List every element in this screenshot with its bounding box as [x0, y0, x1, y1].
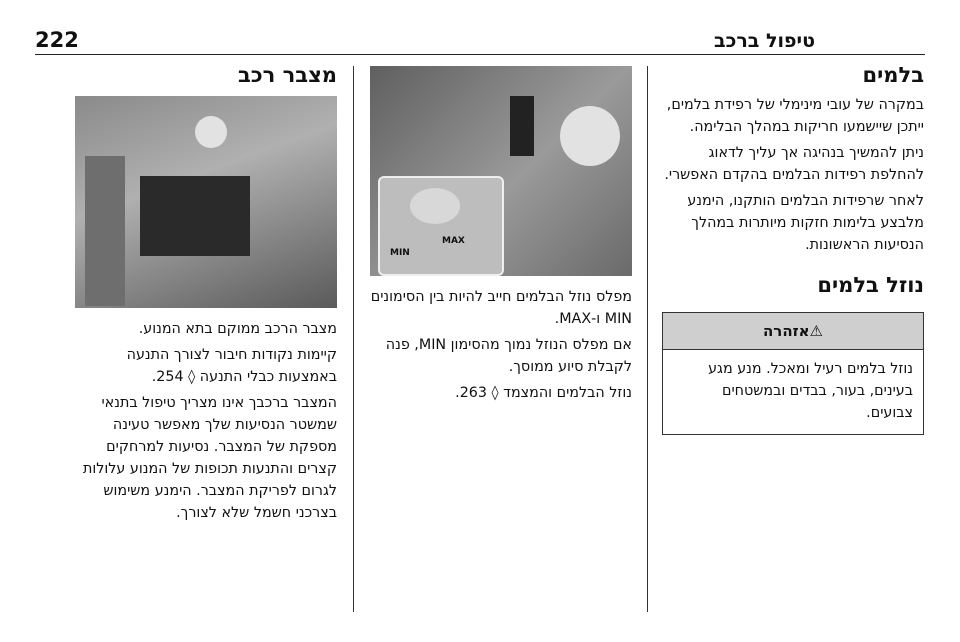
page-number: 222: [35, 28, 79, 52]
brakes-paragraph-3: לאחר שרפידות הבלמים הותקנו, הימנע מלבצע בלימות חזקות מיותרות במהלך הנסיעות הראשונות.: [687, 193, 924, 253]
brake-fluid-column: [370, 66, 632, 408]
brakes-column: [662, 60, 924, 435]
battery-block: [140, 176, 250, 256]
min-label: MIN: [390, 248, 410, 258]
brake-fluid-heading: נוזל בלמים: [817, 273, 924, 297]
battery-image: [75, 96, 337, 308]
page-header: [35, 28, 925, 52]
brake-fluid-paragraph-2: אם מפלס הנוזל נמוך מהסימון MIN, פנה לקבלת סיוע ממוסך.: [385, 337, 632, 375]
battery-paragraph-3: המצבר ברכבך אינו מצריך טיפול בתנאי שמשטר הנסיעות שלך מאפשר טעינה מספקת של המצבר. נסיעות למרחקים קצרים והתנעות תכופות של המנוע עלולות לגרום לפריקת המצבר. הימנע משימוש בצרכני חשמל שלא לצורך.: [82, 395, 337, 521]
battery-paragraph-2: קיימות נקודות חיבור לצורך התנעה באמצעות כבלי התנעה ◊ 254.: [126, 347, 337, 385]
brake-fluid-paragraph-1: מפלס נוזל הבלמים חייב להיות בין הסימונים MIN ו-MAX.: [370, 289, 632, 327]
brakes-paragraph-1: במקרה של עובי מינימלי של רפידת בלמים, ייתכן שיישמעו חריקות במהלך הבלימה.: [666, 97, 924, 135]
brakes-heading: בלמים: [862, 63, 924, 87]
coolant-cap: [560, 106, 620, 166]
brake-fluid-paragraph-3: נוזל הבלמים והמצמד ◊ 263.: [455, 385, 632, 401]
brake-fluid-cap: [410, 188, 460, 224]
brakes-paragraph-2: ניתן להמשיך בנהיגה אך עליך לדאוג להחלפת רפידות הבלמים בהקדם האפשרי.: [664, 145, 924, 183]
column-divider-right: [647, 66, 648, 612]
reservoir-cap: [195, 116, 227, 148]
warning-box: [662, 312, 924, 435]
warning-header: ⚠אזהרה: [663, 313, 923, 350]
header-rule: [35, 54, 925, 55]
reservoir-dark-part: [510, 96, 534, 156]
battery-paragraph-1: מצבר הרכב ממוקם בתא המנוע.: [138, 321, 337, 337]
warning-text: נוזל בלמים רעיל ומאכל. מנע מגע בעינים, בעור, בבדים ובמשטחים צבועים.: [708, 361, 913, 421]
max-label: MAX: [442, 236, 465, 246]
brake-fluid-reservoir-image: [370, 66, 632, 276]
battery-heading: מצבר רכב: [237, 63, 337, 87]
reservoir-inset: [378, 176, 504, 276]
column-divider-left: [353, 66, 354, 612]
battery-column: [75, 60, 337, 528]
running-title: טיפול ברכב: [713, 30, 815, 52]
intake-pipe: [85, 156, 125, 306]
